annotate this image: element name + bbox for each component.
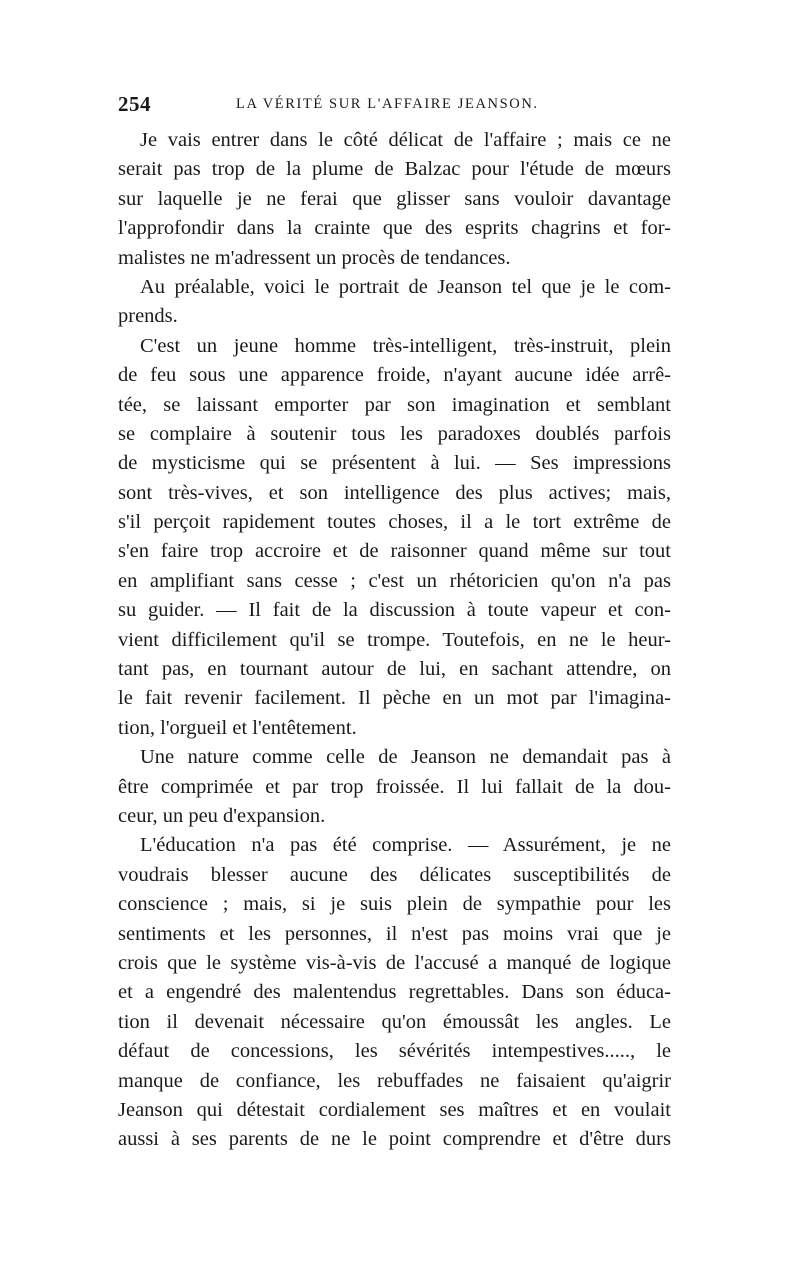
text-line: tion il devenait nécessaire qu'on émoussât les angles. Le [118,1010,671,1033]
text-line: prends. [118,305,178,328]
running-title: LA VÉRITÉ SUR L'AFFAIRE JEANSON. [236,96,539,112]
text-line: sont très-vives, et son intelligence des plus actives; mais, [118,481,671,504]
text-line: crois que le système vis-à-vis de l'accusé a manqué de logique [118,951,671,974]
text-line: s'il perçoit rapidement toutes choses, il a le tort extrême de [118,511,671,534]
text-line: Une nature comme celle de Jeanson ne demandait pas à [140,746,671,769]
body-text [118,126,671,1155]
paragraph [118,831,671,1154]
text-line: voudrais blesser aucune des délicates susceptibilités de [118,863,671,886]
text-line: de feu sous une apparence froide, n'ayant aucune idée arrê- [118,364,671,387]
text-line: Jeanson qui détestait cordialement ses maîtres et en voulait [118,1098,671,1121]
text-line: tion, l'orgueil et l'entêtement. [118,716,357,739]
text-line: tant pas, en tournant autour de lui, en sachant attendre, on [118,658,671,681]
text-line: ceur, un peu d'expansion. [118,804,326,827]
paragraph [118,332,671,743]
text-line: et a engendré des malentendus regrettables. Dans son éduca- [118,981,671,1004]
text-line: vient difficilement qu'il se trompe. Toutefois, en ne le heur- [118,628,671,651]
text-line: Au préalable, voici le portrait de Jeanson tel que je le com- [140,275,671,298]
text-line: se complaire à soutenir tous les paradoxes doublés parfois [118,422,671,445]
text-line: être comprimée et par trop froissée. Il lui fallait de la dou- [118,775,671,798]
text-line: L'éducation n'a pas été comprise. — Assurément, je ne [140,834,671,857]
text-line: l'approfondir dans la crainte que des esprits chagrins et for- [118,217,671,240]
paragraph [118,126,671,273]
text-line: défaut de concessions, les sévérités intempestives....., le [118,1040,671,1063]
text-line: malistes ne m'adressent un procès de tendances. [118,246,511,269]
text-line: en amplifiant sans cesse ; c'est un rhétoricien qu'on n'a pas [118,569,671,592]
text-line: s'en faire trop accroire et de raisonner quand même sur tout [118,540,671,563]
text-line: tée, se laissant emporter par son imagination et semblant [118,393,671,416]
text-line: de mysticisme qui se présentent à lui. — Ses impressions [118,452,671,475]
running-head [118,92,668,122]
text-line: sur laquelle je ne ferai que glisser sans vouloir davantage [118,187,671,210]
text-line: conscience ; mais, si je suis plein de sympathie pour les [118,893,671,916]
text-line: sentiments et les personnes, il n'est pas moins vrai que je [118,922,671,945]
text-line: C'est un jeune homme très-intelligent, très-instruit, plein [140,334,671,357]
text-line: Je vais entrer dans le côté délicat de l'affaire ; mais ce ne [140,129,671,151]
text-line: manque de confiance, les rebuffades ne faisaient qu'aigrir [118,1069,671,1092]
paragraph [118,743,671,831]
text-line: le fait revenir facilement. Il pèche en un mot par l'imagina- [118,687,671,710]
page-number: 254 [118,92,151,116]
text-line: serait pas trop de la plume de Balzac pour l'étude de mœurs [118,158,671,181]
text-line: su guider. — Il fait de la discussion à toute vapeur et con- [118,599,671,622]
paragraph [118,273,671,332]
text-line: aussi à ses parents de ne le point comprendre et d'être durs [118,1128,671,1151]
